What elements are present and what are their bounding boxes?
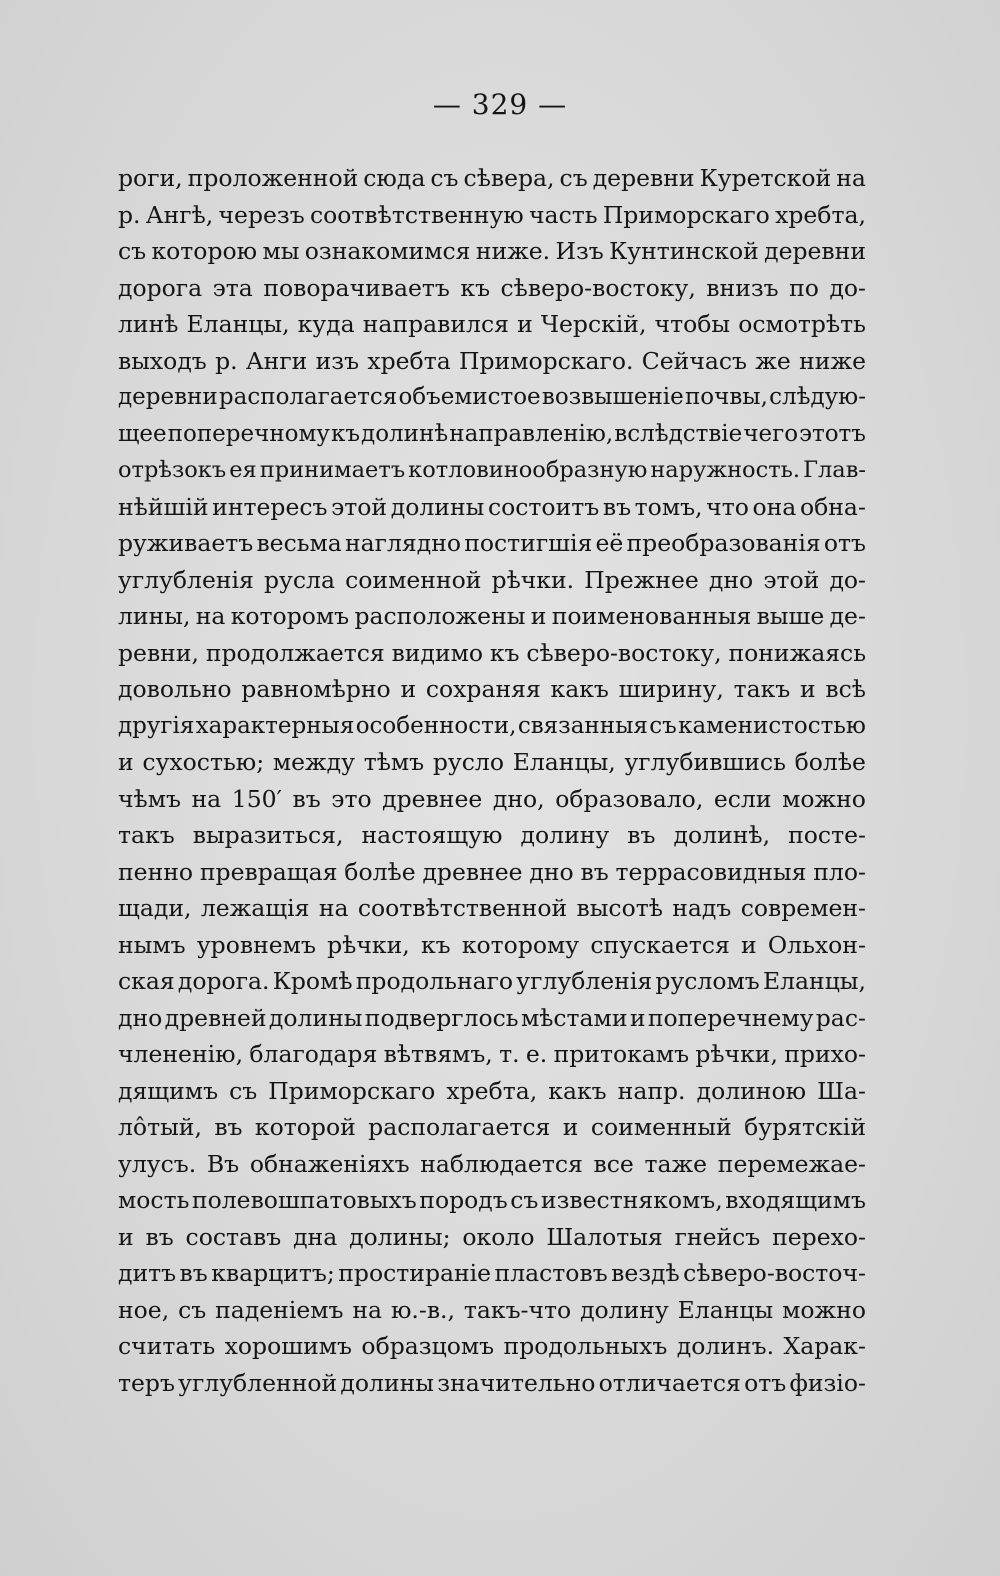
word: продольнаго	[355, 967, 514, 995]
word: Еланцы,	[512, 748, 616, 776]
word: такъ	[733, 675, 791, 703]
word: Приморскаго.	[459, 346, 634, 375]
word: дно	[708, 565, 754, 594]
word: она	[752, 492, 797, 521]
text-line	[118, 708, 866, 745]
word: отъ	[823, 529, 866, 557]
word: поворачиваетъ	[263, 273, 450, 302]
text-line	[118, 817, 866, 854]
word: ниже.	[475, 237, 551, 265]
word: вездѣ	[611, 1259, 680, 1287]
word: долину	[520, 821, 610, 849]
text-line	[118, 160, 866, 197]
word: и	[562, 1113, 579, 1141]
word: на	[318, 894, 349, 922]
text-line	[118, 452, 866, 489]
text-line	[118, 1292, 866, 1329]
word: значительно	[437, 1368, 596, 1397]
word: этой	[763, 565, 820, 594]
word: пло-	[813, 857, 866, 886]
word: въ	[292, 784, 321, 813]
word: между	[272, 748, 355, 776]
word: отъ	[744, 1368, 787, 1397]
word: можно	[782, 784, 866, 813]
text-line	[118, 1000, 866, 1037]
word: дно	[118, 1003, 163, 1032]
word: соотвѣтственной	[357, 894, 568, 922]
word: ревни,	[118, 638, 199, 667]
word: долины	[390, 492, 485, 521]
word: проложенной	[187, 164, 359, 192]
word: древнее	[382, 784, 483, 813]
word: соименный	[590, 1113, 732, 1141]
text-line	[118, 744, 866, 781]
word: ниже	[799, 346, 866, 375]
word: перехо-	[772, 1222, 866, 1251]
text-line	[118, 233, 866, 270]
word: съ	[178, 1295, 207, 1324]
word: сохраняя	[425, 675, 541, 703]
word: поперечнему	[647, 1003, 814, 1032]
word: долины	[340, 1368, 434, 1397]
word: съ	[430, 164, 459, 192]
word: хребта,	[446, 1076, 538, 1105]
word: на	[195, 602, 226, 630]
word: чѣмъ	[118, 784, 181, 813]
word: руживаетъ	[118, 529, 254, 557]
word: настоящую	[361, 821, 503, 849]
word: древнее	[422, 857, 523, 886]
word: такъ	[118, 821, 175, 849]
word: дно,	[492, 784, 545, 813]
word: можно	[782, 1295, 866, 1324]
word: дна	[293, 1222, 338, 1251]
word: ное,	[118, 1295, 170, 1324]
text-line	[118, 197, 866, 234]
word: чтобы	[654, 310, 731, 338]
word: составъ	[185, 1222, 282, 1251]
word: этотъ	[799, 420, 866, 447]
word: долины	[268, 1003, 363, 1032]
word: наружность.	[650, 457, 801, 483]
word: мость	[118, 1186, 190, 1214]
word: ознакомимся	[304, 237, 471, 265]
word: расположены	[354, 602, 526, 630]
word: вслѣдствіе	[614, 420, 743, 447]
word: равномѣрно	[241, 675, 391, 703]
word: надъ	[672, 894, 732, 922]
word: дитъ	[118, 1259, 177, 1287]
word: лôтый,	[118, 1113, 202, 1141]
word: и	[799, 675, 816, 703]
word: до-	[829, 273, 866, 302]
word: дорога	[118, 273, 203, 302]
word: благодаря	[249, 1040, 378, 1068]
word: р.	[215, 346, 238, 375]
word: превращая	[199, 857, 338, 886]
word: углубленной	[178, 1368, 338, 1397]
word: её	[595, 529, 624, 557]
word: теръ	[118, 1368, 175, 1397]
word: нымъ	[118, 930, 186, 959]
word: Еланцы	[677, 1295, 774, 1324]
word: рас-	[815, 1003, 866, 1032]
word: располагается	[368, 1113, 551, 1141]
word: и	[741, 930, 757, 959]
word: деревни	[592, 164, 695, 192]
page-number: — 329 —	[432, 88, 568, 121]
word: и	[118, 748, 134, 776]
word: Анги	[245, 346, 308, 375]
word: 150′	[231, 784, 282, 813]
word: Ольхон-	[767, 930, 866, 959]
word: паденіемъ	[215, 1295, 344, 1324]
word: русло	[432, 748, 504, 776]
word: породъ	[419, 1186, 508, 1214]
word: поперечному	[167, 420, 330, 447]
word: же	[755, 346, 791, 375]
word: лежащія	[200, 894, 310, 922]
word: Глав-	[803, 457, 866, 483]
text-line	[118, 343, 866, 380]
word: углубленія	[118, 565, 254, 594]
text-line	[118, 1255, 866, 1292]
text-line	[118, 927, 866, 964]
word: часть	[529, 200, 598, 229]
word: вѣтвямъ,	[383, 1040, 493, 1068]
text-line	[118, 963, 866, 1000]
word: наглядно	[345, 529, 462, 557]
word: эта	[212, 273, 253, 302]
word: состоитъ	[487, 492, 600, 521]
text-line	[118, 854, 866, 891]
word: Сейчасъ	[641, 346, 747, 375]
word: съ	[229, 1076, 258, 1105]
word: притокамъ	[553, 1040, 690, 1068]
word: де-	[829, 602, 866, 630]
body-text	[118, 160, 866, 1401]
word: высотѣ	[576, 894, 663, 922]
word: Кромѣ	[272, 967, 353, 995]
word: Черскій,	[540, 310, 647, 338]
word: направленію,	[449, 420, 614, 447]
word: входящимъ	[725, 1186, 866, 1214]
word: которомъ	[230, 602, 350, 630]
word: сухостью;	[142, 748, 265, 776]
text-line	[118, 525, 866, 562]
word: наблюдается	[420, 1149, 583, 1178]
text-line	[118, 306, 866, 343]
word: сѣверо-восточ-	[683, 1259, 866, 1287]
text-line	[118, 1073, 866, 1110]
word: Ша-	[817, 1076, 866, 1105]
text-line	[118, 598, 866, 635]
word: къ	[489, 638, 520, 667]
word: Приморскаго	[268, 1076, 436, 1105]
text-line	[118, 379, 866, 416]
text-line	[118, 1328, 866, 1365]
word: и	[629, 1003, 646, 1032]
word: видимо	[391, 638, 484, 667]
word: таже	[644, 1149, 708, 1178]
text-line	[118, 489, 866, 526]
word: современ-	[740, 894, 866, 922]
word: довольно	[118, 675, 232, 703]
word: сѣвера,	[463, 164, 555, 192]
word: отрѣзокъ	[118, 457, 227, 483]
word: Еланцы,	[762, 967, 866, 995]
word: въ	[580, 857, 609, 886]
word: какъ	[550, 675, 609, 703]
word: объемистое	[398, 384, 541, 410]
word: рѣчки,	[695, 1040, 778, 1068]
word: въ	[602, 492, 632, 521]
text-line	[118, 1036, 866, 1073]
word: въ	[145, 1222, 174, 1251]
word: особенности,	[355, 712, 517, 739]
word: Куретской	[699, 164, 832, 192]
word: поименованныя	[551, 602, 752, 630]
word: съ	[649, 712, 677, 739]
word: кварцитъ;	[211, 1259, 335, 1287]
word: долиною	[696, 1076, 807, 1105]
word: Въ	[206, 1149, 240, 1178]
word: постигшія	[464, 529, 593, 557]
word: къ	[330, 420, 360, 447]
word: если	[713, 784, 772, 813]
text-line	[118, 416, 866, 453]
word: на	[352, 1295, 383, 1324]
word: такъ-что	[463, 1295, 572, 1324]
word: дящимъ	[118, 1076, 219, 1105]
word: углубленія	[516, 967, 653, 995]
word: на	[836, 164, 866, 192]
word: чего	[743, 420, 799, 447]
word: дно	[529, 857, 574, 886]
word: связанныя	[517, 712, 648, 739]
word: роги,	[118, 164, 183, 192]
word: долинѣ,	[673, 821, 771, 849]
word: подверглось	[364, 1003, 519, 1032]
word: Ангѣ,	[145, 200, 214, 229]
text-line	[118, 635, 866, 672]
word: деревни	[118, 384, 218, 410]
word: физіо-	[789, 1368, 866, 1397]
word: хорошимъ	[224, 1332, 352, 1360]
word: уровнемъ	[196, 930, 316, 959]
word: Приморскаго	[602, 200, 770, 229]
word: сѣверо-востоку,	[526, 638, 722, 667]
word: улусъ.	[118, 1149, 197, 1178]
word: около	[462, 1222, 535, 1251]
word: ея	[229, 457, 257, 483]
word: интересъ	[212, 492, 328, 521]
word: которою	[151, 237, 258, 265]
word: посте-	[788, 821, 866, 849]
word: т.	[499, 1040, 520, 1068]
word: продольныхъ	[503, 1332, 668, 1360]
word: долинѣ	[361, 420, 449, 447]
word: ская	[118, 967, 175, 995]
word: отличается	[598, 1368, 741, 1397]
word: гнейсъ	[674, 1222, 761, 1251]
word: въ	[179, 1259, 208, 1287]
word: члененію,	[118, 1040, 244, 1068]
word: известнякомъ,	[540, 1186, 723, 1214]
word: щади,	[118, 894, 192, 922]
word: хребта,	[775, 200, 866, 229]
word: характерныя	[195, 712, 355, 739]
word: сѣверо-востоку,	[500, 273, 696, 302]
word: которой	[254, 1113, 356, 1141]
word: до-	[829, 565, 866, 594]
word: слѣдую-	[769, 384, 866, 410]
word: возвышеніе	[541, 384, 684, 410]
word: лины,	[118, 602, 191, 630]
word: е.	[525, 1040, 548, 1068]
word: долину	[580, 1295, 669, 1324]
word: черезъ	[218, 200, 305, 229]
word: образцомъ	[361, 1332, 495, 1360]
word: обна-	[799, 492, 866, 521]
word: и	[530, 602, 547, 630]
word: осмотрѣть	[738, 310, 866, 338]
word: пластовъ	[494, 1259, 608, 1287]
word: русла	[264, 565, 335, 594]
word: рѣчки.	[491, 565, 575, 594]
word: тѣмъ	[363, 748, 425, 776]
word: хребта	[367, 346, 451, 375]
word: р.	[118, 200, 141, 229]
word: Харак-	[783, 1332, 866, 1360]
word: линѣ	[118, 310, 179, 338]
word: сюда	[363, 164, 426, 192]
word: къ	[420, 930, 451, 959]
word: соименной	[345, 565, 482, 594]
word: какъ	[548, 1076, 607, 1105]
word: каменистостью	[678, 712, 866, 739]
text-line	[118, 1146, 866, 1183]
word: дорога.	[177, 967, 270, 995]
word: выходъ	[118, 346, 207, 375]
word: террасовидныя	[615, 857, 807, 886]
word: полевошпатовыхъ	[191, 1186, 417, 1214]
word: соотвѣтственную	[309, 200, 524, 229]
word: ю.-в.,	[390, 1295, 455, 1324]
word: котловинообразную	[408, 457, 648, 483]
text-line	[118, 270, 866, 307]
word: рѣчки,	[327, 930, 410, 959]
word: древней	[164, 1003, 267, 1032]
text-line	[118, 562, 866, 599]
word: пенно	[118, 857, 194, 886]
word: внизъ	[706, 273, 779, 302]
word: мы	[262, 237, 300, 265]
word: и	[118, 1222, 134, 1251]
word: Изъ	[555, 237, 604, 265]
word: съ	[510, 1186, 539, 1214]
word: къ	[460, 273, 491, 302]
word: ширину,	[618, 675, 724, 703]
word: напр.	[617, 1076, 686, 1105]
text-line	[118, 1365, 866, 1402]
word: направился	[362, 310, 509, 338]
word: всѣ	[825, 675, 866, 703]
word: выразиться,	[192, 821, 344, 849]
word: болѣе	[794, 748, 866, 776]
word: все	[593, 1149, 634, 1178]
word: и	[400, 675, 417, 703]
word: долинъ.	[676, 1332, 775, 1360]
word: съ	[559, 164, 588, 192]
text-line	[118, 781, 866, 818]
word: что	[706, 492, 749, 521]
word: болѣе	[344, 857, 416, 886]
text-line	[118, 890, 866, 927]
text-line	[118, 1182, 866, 1219]
word: и	[517, 310, 533, 338]
word: почвы,	[684, 384, 768, 410]
word: русломъ	[655, 967, 760, 995]
word: считать	[118, 1332, 216, 1360]
word: Кунтинской	[609, 237, 759, 265]
word: простираніе	[338, 1259, 492, 1287]
word: Прежнее	[584, 565, 699, 594]
word: на	[191, 784, 222, 813]
text-line	[118, 1109, 866, 1146]
word: которому	[461, 930, 580, 959]
word: весьма	[256, 529, 342, 557]
word: томъ,	[634, 492, 703, 521]
word: Еланцы,	[186, 310, 290, 338]
word: выше	[756, 602, 825, 630]
word: въ	[214, 1113, 243, 1141]
word: съ	[118, 237, 147, 265]
word: понижаясь	[728, 638, 866, 667]
text-line	[118, 671, 866, 708]
word: продолжается	[205, 638, 385, 667]
word: нѣйшій	[118, 492, 209, 521]
word: бурятскій	[744, 1113, 866, 1141]
word: куда	[297, 310, 355, 338]
word: въ	[627, 821, 656, 849]
word: преобразованія	[626, 529, 821, 557]
word: прихо-	[784, 1040, 866, 1068]
word: перемежае-	[717, 1149, 866, 1178]
word: это	[331, 784, 372, 813]
word: обнаженіяхъ	[249, 1149, 410, 1178]
word: углубившись	[624, 748, 786, 776]
word: мѣстами	[520, 1003, 628, 1032]
word: располагается	[218, 384, 398, 410]
word: спускается	[590, 930, 730, 959]
word: долины;	[349, 1222, 451, 1251]
text-line	[118, 1219, 866, 1256]
word: образовало,	[555, 784, 704, 813]
word: по	[789, 273, 819, 302]
word: деревни	[764, 237, 866, 265]
word: принимаетъ	[259, 457, 406, 483]
word: другія	[118, 712, 195, 739]
word: Шалотыя	[546, 1222, 663, 1251]
word: этой	[331, 492, 388, 521]
word: изъ	[315, 346, 360, 375]
word: щее	[118, 420, 167, 447]
